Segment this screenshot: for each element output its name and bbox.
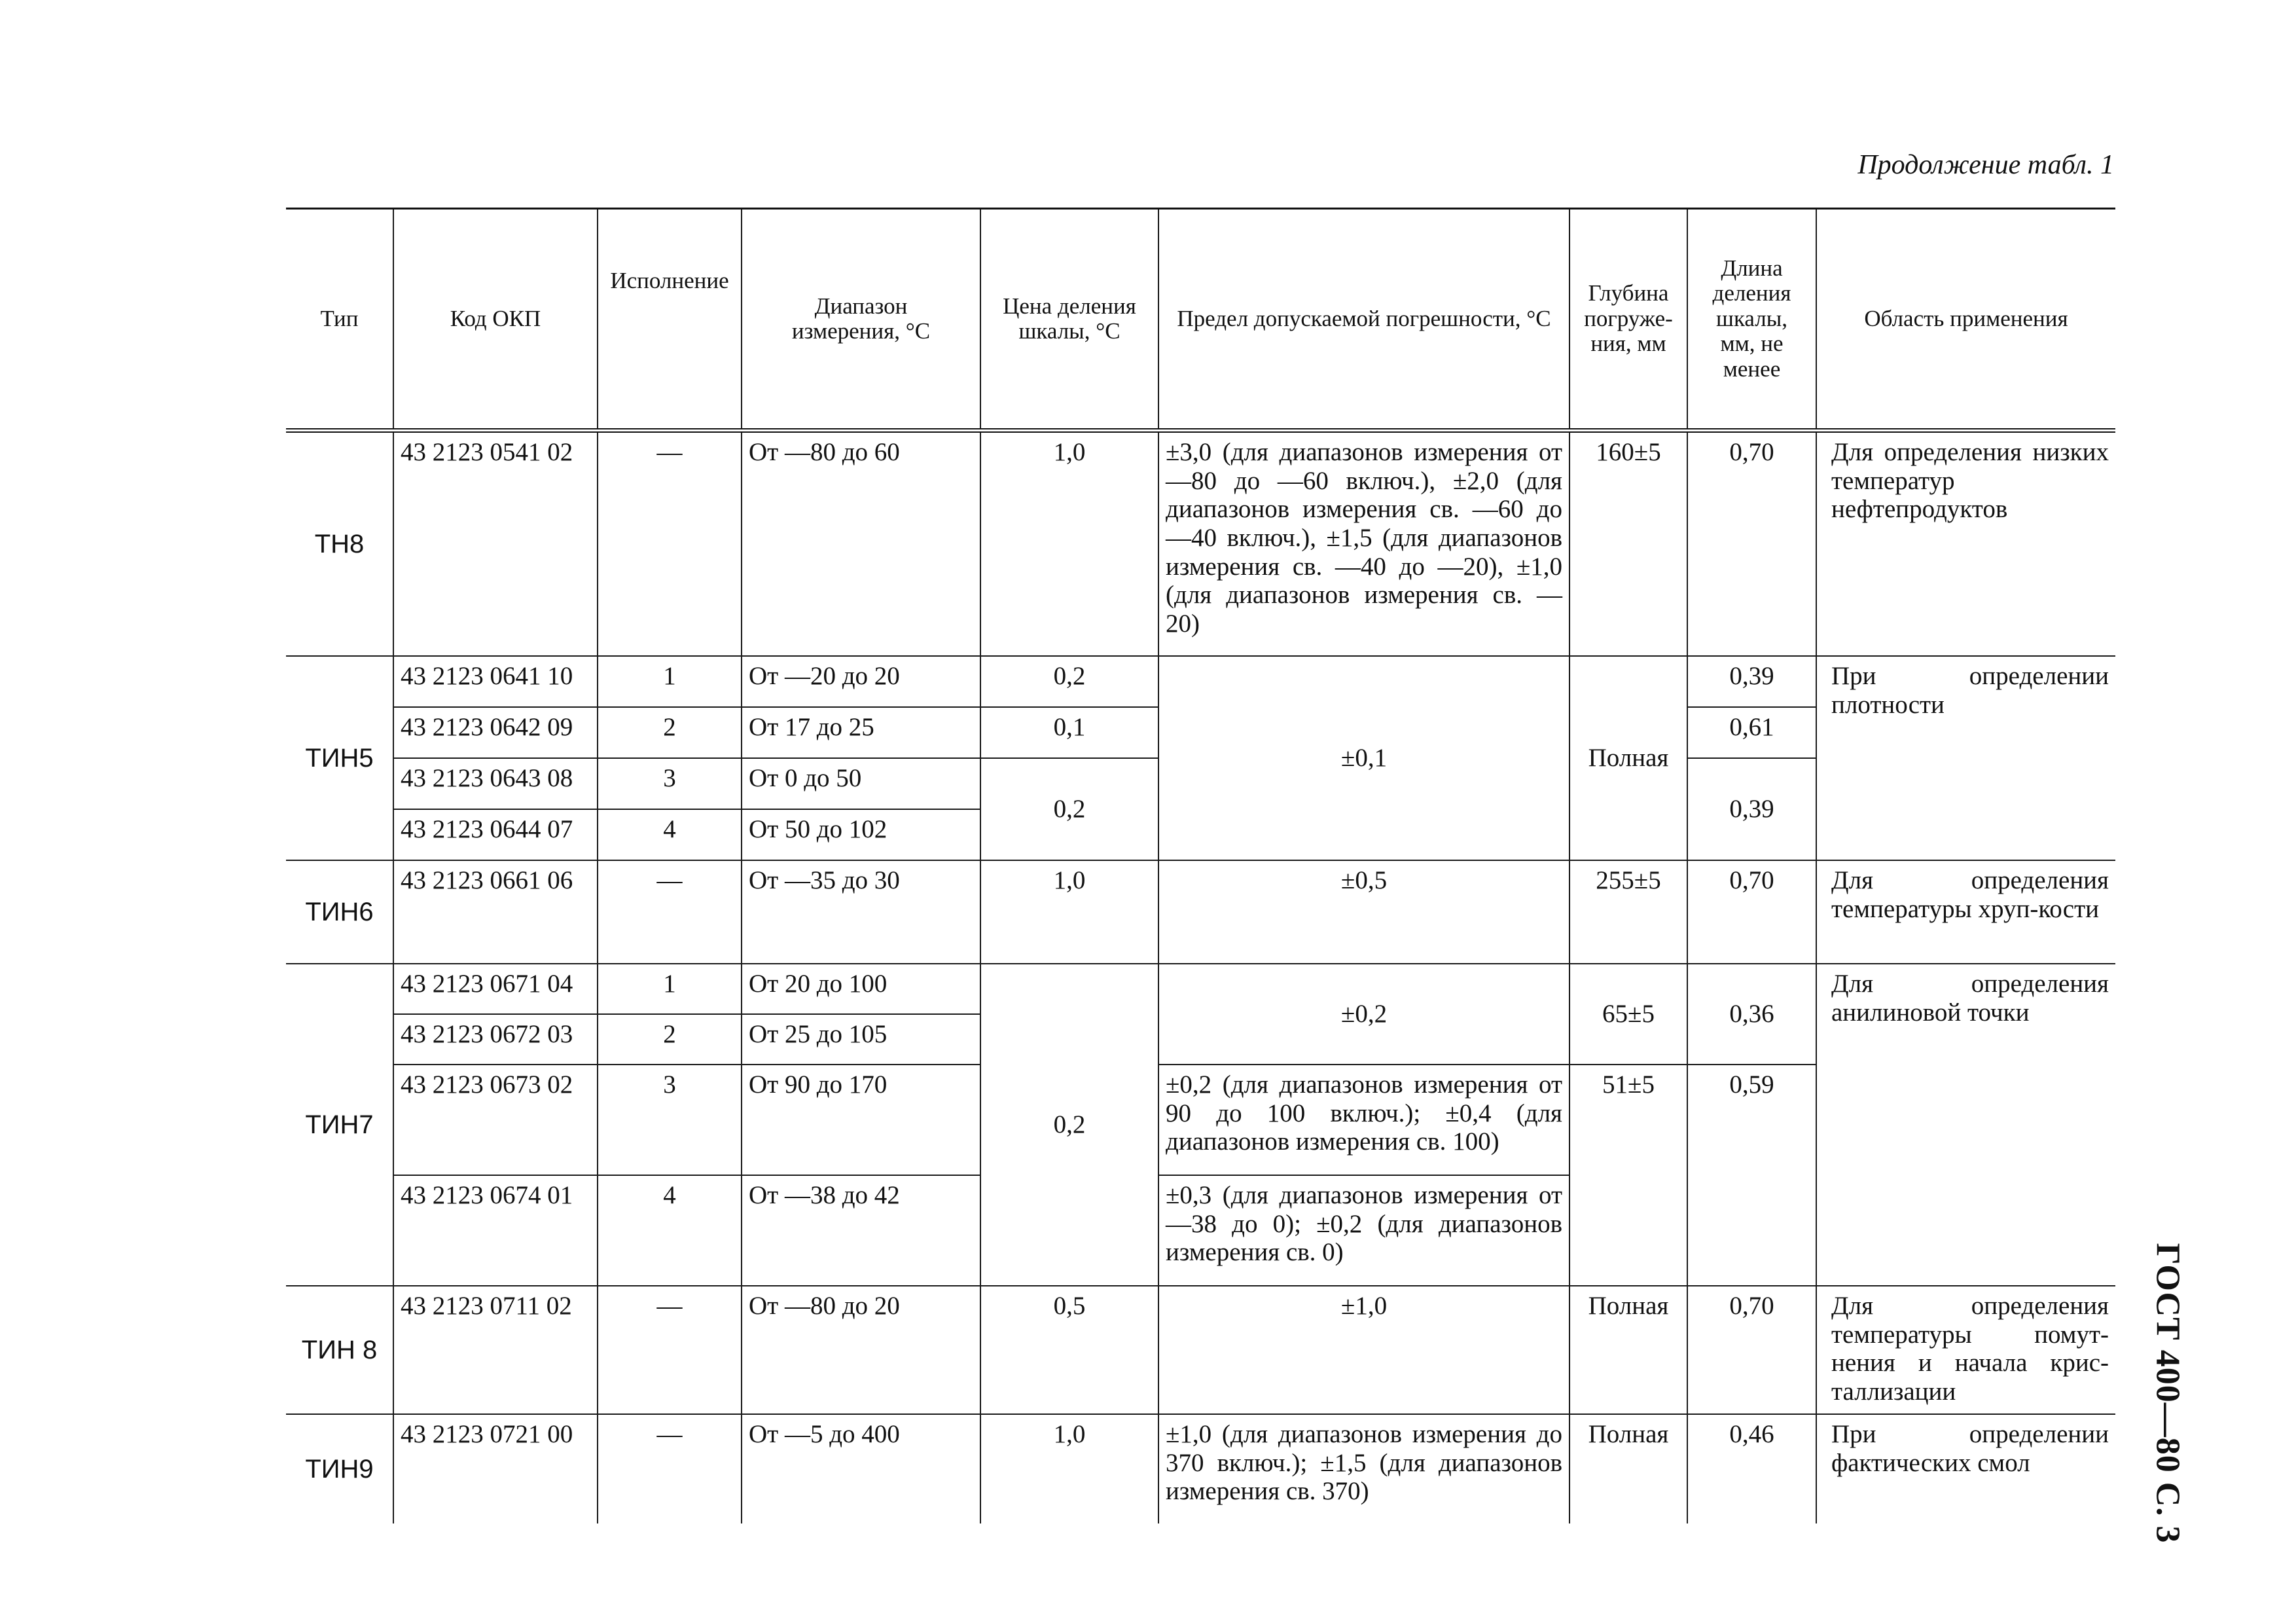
cell-type: ТИН9 xyxy=(286,1414,393,1523)
standard-page-code xyxy=(2121,1223,2215,1563)
cell-code: 43 2123 0644 07 xyxy=(393,809,598,860)
cell-range: От 20 до 100 xyxy=(742,964,980,1014)
cell-code: 43 2123 0643 08 xyxy=(393,758,598,809)
cell-area: При определении плотности xyxy=(1816,656,2115,860)
cell-type: ТИН 8 xyxy=(286,1286,393,1414)
cell-division: 0,2 xyxy=(980,758,1158,860)
cell-error: ±0,3 (для диапазонов измерения от —38 до 0); ±0,2 (для диапазонов измерения св. 0) xyxy=(1158,1175,1570,1286)
cell-code: 43 2123 0671 04 xyxy=(393,964,598,1014)
cell-area: При определении фактических смол xyxy=(1816,1414,2115,1523)
cell-range: От 0 до 50 xyxy=(742,758,980,809)
cell-area: Для определения температуры хруп-кости xyxy=(1816,860,2115,964)
cell-error: ±0,1 xyxy=(1158,656,1570,860)
header-row xyxy=(286,209,2115,431)
cell-range: От —35 до 30 xyxy=(742,860,980,964)
cell-version: — xyxy=(598,1414,742,1523)
cell-range: От 50 до 102 xyxy=(742,809,980,860)
cell-code: 43 2123 0661 06 xyxy=(393,860,598,964)
cell-code: 43 2123 0711 02 xyxy=(393,1286,598,1414)
cell-division: 1,0 xyxy=(980,431,1158,657)
cell-version: 4 xyxy=(598,1175,742,1286)
table-row-tin7-1 xyxy=(286,964,2115,1014)
thermometer-spec-table xyxy=(286,208,2115,1523)
header-range: Диапазон измерения, °С xyxy=(742,209,980,431)
cell-version: 2 xyxy=(598,707,742,758)
cell-range: От —5 до 400 xyxy=(742,1414,980,1523)
header-depth: Глубина погруже-ния, мм xyxy=(1570,209,1687,431)
cell-length: 0,59 xyxy=(1687,1065,1816,1286)
header-length: Длина деления шкалы, мм, не менее xyxy=(1687,209,1816,431)
table-continuation-caption: Продолжение табл. 1 xyxy=(1857,150,2114,180)
cell-code: 43 2123 0642 09 xyxy=(393,707,598,758)
cell-range: От —80 до 60 xyxy=(742,431,980,657)
cell-length: 0,39 xyxy=(1687,656,1816,707)
header-error: Предел допускаемой погрешности, °С xyxy=(1158,209,1570,431)
cell-depth: 65±5 xyxy=(1570,964,1687,1065)
cell-division: 0,5 xyxy=(980,1286,1158,1414)
cell-depth: 51±5 xyxy=(1570,1065,1687,1286)
cell-version: 2 xyxy=(598,1014,742,1065)
cell-code: 43 2123 0721 00 xyxy=(393,1414,598,1523)
cell-code: 43 2123 0641 10 xyxy=(393,656,598,707)
cell-length: 0,70 xyxy=(1687,431,1816,657)
cell-division: 0,1 xyxy=(980,707,1158,758)
cell-code: 43 2123 0541 02 xyxy=(393,431,598,657)
cell-range: От 90 до 170 xyxy=(742,1065,980,1175)
cell-range: От —80 до 20 xyxy=(742,1286,980,1414)
cell-error: ±0,2 (для диапазонов измерения от 90 до 100 включ.); ±0,4 (для диапазонов измерения св. 100) xyxy=(1158,1065,1570,1175)
cell-division: 1,0 xyxy=(980,1414,1158,1523)
cell-type: ТН8 xyxy=(286,431,393,657)
cell-length: 0,70 xyxy=(1687,1286,1816,1414)
header-type: Тип xyxy=(286,209,393,431)
cell-type: ТИН5 xyxy=(286,656,393,860)
cell-error: ±0,5 xyxy=(1158,860,1570,964)
cell-version: — xyxy=(598,1286,742,1414)
standard-page-code-text: ГОСТ 400—80 С. 3 xyxy=(2149,1243,2187,1544)
header-division: Цена деления шкалы, °С xyxy=(980,209,1158,431)
cell-depth: Полная xyxy=(1570,1286,1687,1414)
table-row-tin9 xyxy=(286,1414,2115,1523)
header-code: Код ОКП xyxy=(393,209,598,431)
header-area: Область применения xyxy=(1816,209,2115,431)
cell-depth: 255±5 xyxy=(1570,860,1687,964)
cell-type: ТИН6 xyxy=(286,860,393,964)
cell-range: От 25 до 105 xyxy=(742,1014,980,1065)
cell-depth: 160±5 xyxy=(1570,431,1687,657)
cell-area: Для определения температуры помут-нения и начала крис-таллизации xyxy=(1816,1286,2115,1414)
cell-length: 0,61 xyxy=(1687,707,1816,758)
cell-depth: Полная xyxy=(1570,656,1687,860)
cell-version: 1 xyxy=(598,964,742,1014)
table-row-tin5-1 xyxy=(286,656,2115,707)
cell-division: 0,2 xyxy=(980,656,1158,707)
table-row-tin6 xyxy=(286,860,2115,964)
cell-area: Для определения анилиновой точки xyxy=(1816,964,2115,1286)
cell-error: ±1,0 xyxy=(1158,1286,1570,1414)
cell-code: 43 2123 0672 03 xyxy=(393,1014,598,1065)
cell-area: Для определения низких температур нефтепродуктов xyxy=(1816,431,2115,657)
cell-version: 3 xyxy=(598,758,742,809)
cell-error: ±0,2 xyxy=(1158,964,1570,1065)
cell-division: 1,0 xyxy=(980,860,1158,964)
cell-type: ТИН7 xyxy=(286,964,393,1286)
cell-version: — xyxy=(598,431,742,657)
cell-division: 0,2 xyxy=(980,964,1158,1286)
cell-version: 4 xyxy=(598,809,742,860)
cell-error: ±3,0 (для диапазонов измерения от —80 до —60 включ.), ±2,0 (для диапазонов измерения св. —60 до —40 включ.), ±1,5 (для диапазонов измерения св. —40 до —20), ±1,0 (для диапазонов измерения св. —20) xyxy=(1158,431,1570,657)
cell-depth: Полная xyxy=(1570,1414,1687,1523)
cell-length: 0,39 xyxy=(1687,758,1816,860)
cell-length: 0,36 xyxy=(1687,964,1816,1065)
cell-length: 0,46 xyxy=(1687,1414,1816,1523)
cell-range: От 17 до 25 xyxy=(742,707,980,758)
cell-length: 0,70 xyxy=(1687,860,1816,964)
table-row-tin8 xyxy=(286,1286,2115,1414)
cell-code: 43 2123 0674 01 xyxy=(393,1175,598,1286)
cell-code: 43 2123 0673 02 xyxy=(393,1065,598,1175)
header-version: Исполнение xyxy=(598,209,742,431)
cell-range: От —20 до 20 xyxy=(742,656,980,707)
cell-error: ±1,0 (для диапазонов измерения до 370 включ.); ±1,5 (для диапазонов измерения св. 370) xyxy=(1158,1414,1570,1523)
cell-range: От —38 до 42 xyxy=(742,1175,980,1286)
table-row-th8 xyxy=(286,431,2115,657)
cell-version: 3 xyxy=(598,1065,742,1175)
cell-version: 1 xyxy=(598,656,742,707)
cell-version: — xyxy=(598,860,742,964)
